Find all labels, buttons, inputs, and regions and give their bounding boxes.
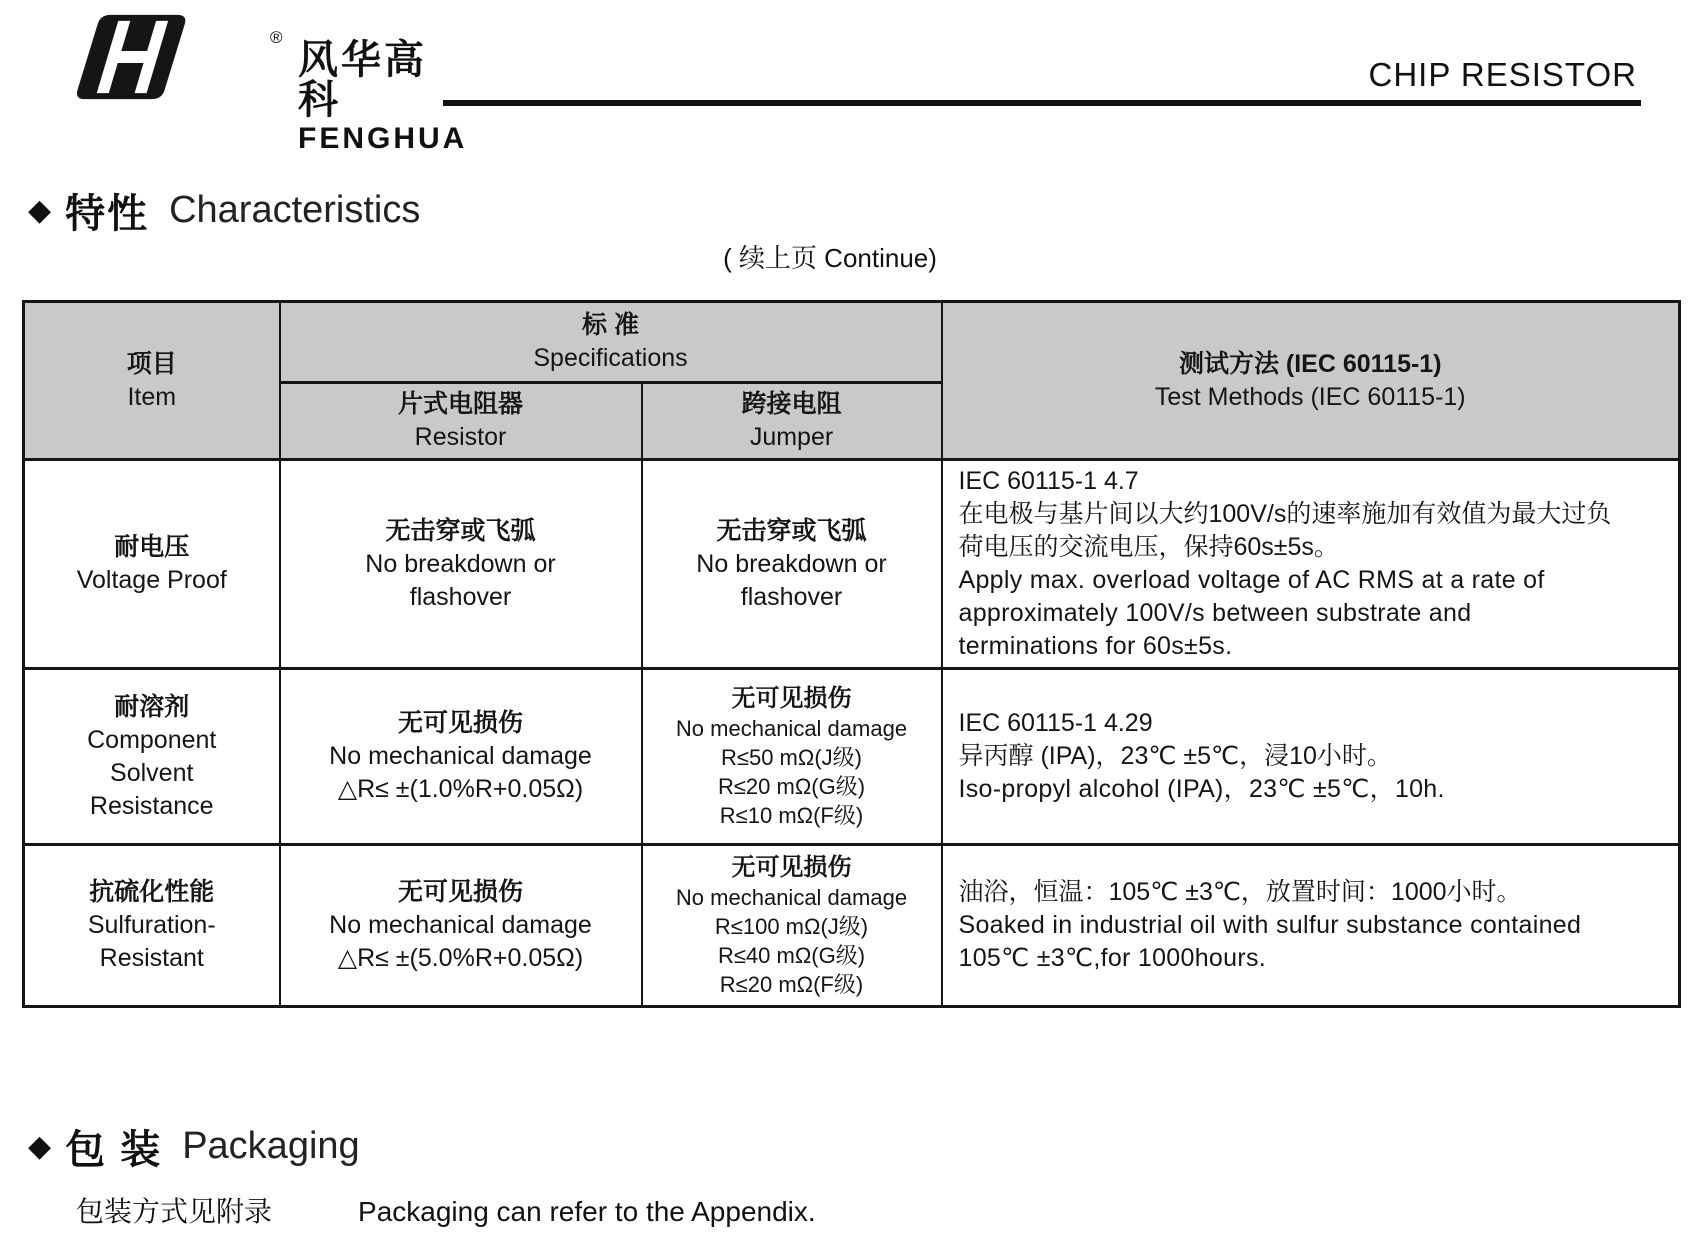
item-label-cn: 抗硫化性能 [89, 878, 215, 906]
section-heading-packaging [28, 1118, 360, 1175]
table-header-row-1 [24, 302, 1680, 383]
col-header-item [24, 302, 280, 460]
spec-formula: △R≤ ±(5.0%R+0.05Ω) [337, 944, 584, 972]
page-title: CHIP RESISTOR [1368, 56, 1637, 93]
spec-cn: 无击穿或飞弧 [385, 516, 536, 545]
continue-note: ( 续上页 Continue) [723, 243, 937, 273]
spec-header-en: Specifications [533, 344, 688, 372]
item-label-cn: 耐电压 [114, 533, 190, 561]
test-header-en: Test Methods (IEC 60115-1) [1154, 382, 1466, 411]
test-description-cn: 异丙醇 (IPA)，23℃ ±5℃，浸10小时。 [958, 742, 1392, 770]
brand-name-cn: 风华高科 [298, 38, 427, 122]
jumper-spec-cell [642, 460, 942, 669]
characteristics-title-cn: 特性 [65, 192, 150, 236]
spec-en: No mechanical damage [675, 716, 908, 742]
brand-text [298, 40, 467, 154]
spec-en: No mechanical damage [329, 911, 592, 939]
spec-en: No breakdown or flashover [365, 549, 556, 611]
spec-cn: 无击穿或飞弧 [716, 516, 867, 545]
packaging-title-cn: 包 装 [65, 1128, 163, 1172]
spec-header-cn: 标 准 [582, 311, 639, 339]
spec-en: No mechanical damage [675, 885, 908, 911]
test-description-en: Apply max. overload voltage of AC RMS at a rate of approximately 100V/s between substrate and terminations for 60s±5s. [958, 566, 1545, 660]
spec-cn: 无可见损伤 [397, 878, 523, 906]
packaging-title-en: Packaging [182, 1125, 360, 1167]
item-label-cn: 耐溶剂 [114, 692, 190, 721]
test-description-cn: 油浴，恒温：105℃ ±3℃，放置时间：1000小时。 [958, 878, 1522, 906]
resistor-spec-cell [280, 669, 642, 845]
item-label-en: Sulfuration-Resistant [87, 911, 216, 972]
spec-en: No mechanical damage [329, 742, 592, 770]
item-header-cn: 项目 [126, 349, 177, 378]
brand-logo [70, 14, 468, 155]
registered-trademark-icon: ® [270, 28, 283, 47]
item-label-en: Component Solvent Resistance [87, 725, 217, 820]
item-cell [24, 845, 280, 1007]
characteristics-table [22, 300, 1681, 1008]
spec-cn: 无可见损伤 [397, 709, 523, 737]
diamond-bullet-icon: ◆ [28, 194, 52, 227]
table-row-sulfuration-resistant [24, 845, 1680, 1007]
grade-limit-j: R≤50 mΩ(J级) [721, 745, 862, 771]
diamond-bullet-icon: ◆ [28, 1130, 52, 1163]
resistor-spec-cell [280, 845, 642, 1007]
packaging-note-cn: 包装方式见附录 [76, 1196, 273, 1227]
jumper-header-en: Jumper [749, 423, 834, 451]
packaging-note-en: Packaging can refer to the Appendix. [358, 1196, 816, 1227]
jumper-header-cn: 跨接电阻 [741, 390, 842, 418]
test-description-cn: 在电极与基片间以大约100V/s的速率施加有效值为最大过负荷电压的交流电压，保持60s±5s。 [958, 500, 1612, 561]
spec-cn: 无可见损伤 [731, 853, 852, 881]
spec-cn: 无可见损伤 [731, 684, 852, 712]
test-description-en: Soaked in industrial oil with sulfur substance contained 105℃ ±3℃,for 1000hours. [958, 911, 1582, 972]
grade-limit-g: R≤20 mΩ(G级) [717, 774, 866, 800]
header-divider [443, 100, 1641, 106]
grade-limit-f: R≤10 mΩ(F级) [719, 803, 864, 829]
brand-name-en: FENGHUA [298, 122, 468, 155]
test-standard-ref: IEC 60115-1 4.29 [958, 709, 1153, 737]
jumper-spec-cell [642, 845, 942, 1007]
grade-limit-g: R≤40 mΩ(G级) [717, 943, 866, 969]
resistor-header-en: Resistor [414, 423, 507, 451]
col-header-test-methods [942, 302, 1680, 460]
col-header-specifications [280, 302, 942, 383]
item-cell [24, 669, 280, 845]
spec-formula: △R≤ ±(1.0%R+0.05Ω) [337, 775, 584, 803]
item-label-en: Voltage Proof [76, 566, 227, 594]
test-header-cn: 测试方法 (IEC 60115-1) [1178, 349, 1442, 378]
test-standard-ref: IEC 60115-1 4.7 [958, 467, 1139, 495]
test-method-cell [942, 669, 1680, 845]
item-header-en: Item [127, 382, 177, 411]
section-heading-characteristics [28, 182, 420, 239]
col-header-jumper [642, 383, 942, 460]
test-method-cell [942, 845, 1680, 1007]
fenghua-logo-icon [70, 14, 194, 100]
table-row-solvent-resistance [24, 669, 1680, 845]
grade-limit-f: R≤20 mΩ(F级) [719, 972, 864, 998]
packaging-note [76, 1190, 816, 1230]
fenghua-logo-glyph [70, 14, 194, 100]
resistor-spec-cell [280, 460, 642, 669]
spec-en: No breakdown or flashover [696, 549, 887, 611]
table-row-voltage-proof [24, 460, 1680, 669]
test-description-en: Iso-propyl alcohol (IPA)，23℃ ±5℃，10h. [958, 775, 1445, 803]
col-header-resistor [280, 383, 642, 460]
grade-limit-j: R≤100 mΩ(J级) [714, 914, 869, 940]
jumper-spec-cell [642, 669, 942, 845]
test-method-cell [942, 460, 1680, 669]
resistor-header-cn: 片式电阻器 [397, 390, 523, 418]
item-cell [24, 460, 280, 669]
characteristics-title-en: Characteristics [169, 189, 421, 231]
